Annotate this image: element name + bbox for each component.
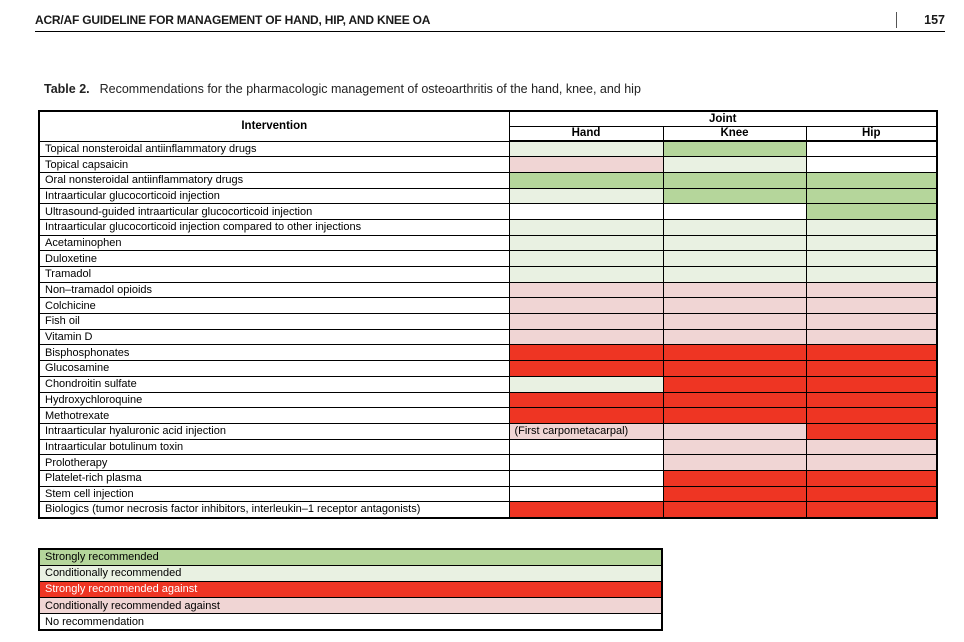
table-caption-label: Table 2. [44, 82, 90, 96]
table-row [39, 235, 937, 251]
hip-recommendation-cell [806, 172, 937, 188]
table-row [39, 455, 937, 471]
knee-recommendation-cell [663, 282, 806, 298]
intervention-cell: Stem cell injection [39, 486, 509, 502]
knee-recommendation-cell [663, 204, 806, 220]
knee-recommendation-cell [663, 423, 806, 439]
table-row [39, 470, 937, 486]
table-row [39, 392, 937, 408]
intervention-cell: Vitamin D [39, 329, 509, 345]
column-header-joint: Joint [509, 111, 937, 126]
hip-recommendation-cell [806, 470, 937, 486]
intervention-cell: Bisphosphonates [39, 345, 509, 361]
hip-recommendation-cell [806, 267, 937, 283]
intervention-cell: Topical capsaicin [39, 157, 509, 173]
hip-recommendation-cell [806, 502, 937, 518]
hand-recommendation-cell [509, 141, 663, 157]
knee-recommendation-cell [663, 298, 806, 314]
knee-recommendation-cell [663, 486, 806, 502]
hand-recommendation-cell [509, 345, 663, 361]
knee-recommendation-cell [663, 235, 806, 251]
table-row [39, 345, 937, 361]
intervention-cell: Ultrasound-guided intraarticular glucocorticoid injection [39, 204, 509, 220]
knee-recommendation-cell [663, 376, 806, 392]
table-row [39, 408, 937, 424]
table-row [39, 157, 937, 173]
hip-recommendation-cell [806, 455, 937, 471]
hip-recommendation-cell [806, 408, 937, 424]
knee-recommendation-cell [663, 188, 806, 204]
legend-label: No recommendation [39, 614, 662, 630]
table-row [39, 141, 937, 157]
intervention-cell: Colchicine [39, 298, 509, 314]
hand-recommendation-cell [509, 251, 663, 267]
table-row [39, 502, 937, 518]
hip-recommendation-cell [806, 188, 937, 204]
page-title: ACR/AF GUIDELINE FOR MANAGEMENT OF HAND, HIP, AND KNEE OA [35, 12, 431, 27]
knee-recommendation-cell [663, 141, 806, 157]
table-caption [44, 82, 641, 96]
hip-recommendation-cell [806, 376, 937, 392]
hip-recommendation-cell [806, 486, 937, 502]
table-row [39, 204, 937, 220]
hand-recommendation-cell [509, 235, 663, 251]
hand-recommendation-cell [509, 439, 663, 455]
hip-recommendation-cell [806, 392, 937, 408]
hand-recommendation-cell [509, 282, 663, 298]
hand-recommendation-cell [509, 157, 663, 173]
knee-recommendation-cell [663, 345, 806, 361]
hand-recommendation-cell [509, 329, 663, 345]
table-row [39, 172, 937, 188]
intervention-cell: Intraarticular glucocorticoid injection [39, 188, 509, 204]
legend-table [38, 548, 663, 631]
legend-label: Conditionally recommended against [39, 598, 662, 614]
legend-label: Strongly recommended against [39, 581, 662, 597]
knee-recommendation-cell [663, 502, 806, 518]
knee-recommendation-cell [663, 439, 806, 455]
hip-recommendation-cell [806, 361, 937, 377]
legend-row [39, 565, 662, 581]
column-header-hand: Hand [509, 126, 663, 141]
hip-recommendation-cell [806, 282, 937, 298]
hand-recommendation-cell [509, 408, 663, 424]
table-row [39, 282, 937, 298]
hand-recommendation-cell [509, 172, 663, 188]
intervention-cell: Non–tramadol opioids [39, 282, 509, 298]
intervention-cell: Methotrexate [39, 408, 509, 424]
table-row [39, 486, 937, 502]
intervention-cell: Intraarticular botulinum toxin [39, 439, 509, 455]
table-row [39, 314, 937, 330]
hip-recommendation-cell [806, 235, 937, 251]
table-row [39, 188, 937, 204]
knee-recommendation-cell [663, 267, 806, 283]
table-row [39, 267, 937, 283]
knee-recommendation-cell [663, 392, 806, 408]
recommendations-table [38, 110, 938, 519]
hip-recommendation-cell [806, 329, 937, 345]
table-row [39, 376, 937, 392]
table-row [39, 423, 937, 439]
legend-row [39, 549, 662, 565]
knee-recommendation-cell [663, 455, 806, 471]
hand-recommendation-cell [509, 314, 663, 330]
hand-recommendation-cell [509, 455, 663, 471]
hip-recommendation-cell [806, 219, 937, 235]
intervention-cell: Intraarticular hyaluronic acid injection [39, 423, 509, 439]
running-head [35, 8, 945, 32]
knee-recommendation-cell [663, 329, 806, 345]
table-row [39, 439, 937, 455]
table-row [39, 219, 937, 235]
intervention-cell: Chondroitin sulfate [39, 376, 509, 392]
knee-recommendation-cell [663, 314, 806, 330]
knee-recommendation-cell [663, 251, 806, 267]
hip-recommendation-cell [806, 345, 937, 361]
intervention-cell: Fish oil [39, 314, 509, 330]
intervention-cell: Hydroxychloroquine [39, 392, 509, 408]
page-number: 157 [924, 12, 945, 27]
hand-recommendation-cell [509, 376, 663, 392]
column-header-knee: Knee [663, 126, 806, 141]
intervention-cell: Platelet-rich plasma [39, 470, 509, 486]
hand-recommendation-cell [509, 392, 663, 408]
intervention-cell: Prolotherapy [39, 455, 509, 471]
hip-recommendation-cell [806, 157, 937, 173]
hand-recommendation-cell [509, 470, 663, 486]
hand-recommendation-cell [509, 486, 663, 502]
divider [896, 12, 897, 28]
knee-recommendation-cell [663, 157, 806, 173]
hip-recommendation-cell [806, 141, 937, 157]
legend-row [39, 598, 662, 614]
hand-recommendation-cell [509, 361, 663, 377]
intervention-cell: Biologics (tumor necrosis factor inhibitors, interleukin–1 receptor antagonists) [39, 502, 509, 518]
table-caption-text: Recommendations for the pharmacologic management of osteoarthritis of the hand, knee, and hip [99, 82, 641, 96]
hand-recommendation-cell [509, 267, 663, 283]
legend-label: Strongly recommended [39, 549, 662, 565]
intervention-cell: Acetaminophen [39, 235, 509, 251]
knee-recommendation-cell [663, 470, 806, 486]
intervention-cell: Intraarticular glucocorticoid injection compared to other injections [39, 219, 509, 235]
hand-recommendation-cell [509, 298, 663, 314]
intervention-cell: Topical nonsteroidal antiinflammatory drugs [39, 141, 509, 157]
table-row [39, 251, 937, 267]
hip-recommendation-cell [806, 314, 937, 330]
knee-recommendation-cell [663, 172, 806, 188]
legend-row [39, 614, 662, 630]
table-row [39, 298, 937, 314]
legend-rows [39, 549, 662, 630]
legend-label: Conditionally recommended [39, 565, 662, 581]
intervention-cell: Tramadol [39, 267, 509, 283]
legend-row [39, 581, 662, 597]
hand-recommendation-cell [509, 219, 663, 235]
recommendation-rows [39, 141, 937, 518]
hip-recommendation-cell [806, 251, 937, 267]
hand-recommendation-cell [509, 502, 663, 518]
intervention-cell: Duloxetine [39, 251, 509, 267]
hand-recommendation-cell [509, 188, 663, 204]
hip-recommendation-cell [806, 204, 937, 220]
table-row [39, 329, 937, 345]
intervention-cell: Glucosamine [39, 361, 509, 377]
hip-recommendation-cell [806, 298, 937, 314]
knee-recommendation-cell [663, 219, 806, 235]
column-header-hip: Hip [806, 126, 937, 141]
hip-recommendation-cell [806, 439, 937, 455]
hip-recommendation-cell [806, 423, 937, 439]
page-number-area [896, 8, 945, 31]
table-row [39, 361, 937, 377]
intervention-cell: Oral nonsteroidal antiinflammatory drugs [39, 172, 509, 188]
column-header-intervention: Intervention [39, 111, 509, 141]
hand-recommendation-cell [509, 204, 663, 220]
knee-recommendation-cell [663, 408, 806, 424]
knee-recommendation-cell [663, 361, 806, 377]
hand-recommendation-cell: (First carpometacarpal) [509, 423, 663, 439]
